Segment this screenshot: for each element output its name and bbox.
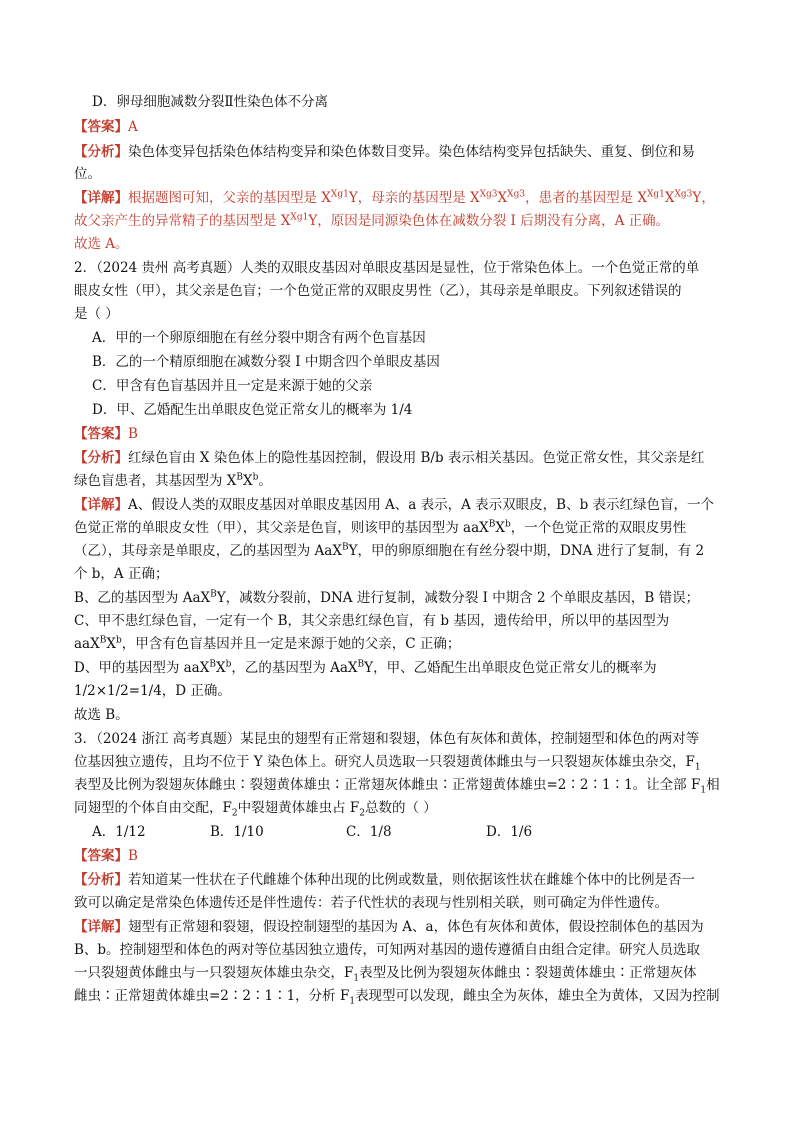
q2-detail-line-2: 色觉正常的单眼皮女性（甲），其父亲是色盲，则该甲的基因型为 $aaX^BX^b$，一个色觉正常的双眼皮男性 xyxy=(74,519,687,536)
q1-answer xyxy=(74,117,138,137)
q3-option-c: C．1/8 xyxy=(346,824,392,840)
analysis-label: 【分析】 xyxy=(74,872,128,888)
q2-option-c: C．甲含有色盲基因并且一定是来源于她的父亲 xyxy=(92,378,373,394)
analysis-label: 【分析】 xyxy=(74,144,128,160)
q3-option-d: D．1/6 xyxy=(486,824,533,840)
q3-source: 2024 浙江 高考真题 xyxy=(102,731,227,747)
q1-option-d: D．卵母细胞减数分裂Ⅱ性染色体不分离 xyxy=(92,94,328,110)
q3-answer xyxy=(74,846,138,866)
q2-conclusion: 故选 B。 xyxy=(74,707,129,723)
detail-label: 【详解】 xyxy=(74,497,128,513)
q1-detail-line-1: 【详解】根据题图可知，父亲的基因型是 $X^{Xg1}Y$，母亲的基因型是 $X^{Xg3}X^{Xg3}$，患者的基因型是 $X^{Xg1}X^{Xg3}Y$， xyxy=(74,189,715,206)
detail-label: 【详解】 xyxy=(74,919,128,935)
q2-detail-line-3: （乙），其母亲是单眼皮，乙的基因型为 AaX$^B$Y，甲的卵原细胞在有丝分裂中期，DNA 进行了复制，有 2 xyxy=(74,542,705,559)
q3-option-a: A．1/12 xyxy=(92,824,146,840)
q2-analysis-line-2: 绿色盲患者，其基因型为 $X^BX^b$。 xyxy=(74,472,272,489)
q2-detail-line-7: $aaX^BX^b$，甲含有色盲基因并且一定是来源于她的父亲，C 正确； xyxy=(74,635,461,652)
q2-source: 2024 贵州 高考真题 xyxy=(102,260,227,276)
q2-detail-line-4: 个 b，A 正确； xyxy=(74,566,169,582)
answer-label: 【答案】 xyxy=(74,848,128,864)
q3-option-b: B．1/10 xyxy=(210,824,264,840)
q3-analysis-line-1: 【分析】若知道某一性状在子代雌雄个体种出现的比例或数量，则依据该性状在雌雄个体中的比例是否一 xyxy=(74,872,695,888)
q3-detail-line-4: 雌虫∶正常翅黄体雄虫=2∶2∶1∶1，分析 $F_1$表现型可以发现，雌虫全为灰体，雄虫全为黄体，又因为控制 xyxy=(74,988,720,1007)
answer-label: 【答案】 xyxy=(74,426,128,442)
q2-detail-line-1: 【详解】A、假设人类的双眼皮基因对单眼皮基因用 A、a 表示，A 表示双眼皮，B、b 表示红绿色盲，一个 xyxy=(74,497,715,513)
q2-option-d: D．甲、乙婚配生出单眼皮色觉正常女儿的概率为 1/4 xyxy=(92,402,413,418)
q1-analysis-line-2: 位。 xyxy=(74,166,101,182)
q2-stem-line-2: 眼皮女性（甲），其父亲是色盲；一个色觉正常的双眼皮男性（乙），其母亲是单眼皮。下列叙述错误的 xyxy=(74,283,682,299)
analysis-label: 【分析】 xyxy=(74,450,128,466)
q1-conclusion: 故选 A。 xyxy=(74,236,129,252)
answer-label: 【答案】 xyxy=(74,119,128,135)
q2-detail-line-6: C、甲不患红绿色盲，一定有一个 B，其父亲患红绿色盲，有 b 基因，遗传给甲，所以甲的基因型为 xyxy=(74,613,670,629)
q2-detail-line-5: B、乙的基因型为 AaX$^B$Y，减数分裂前，DNA 进行复制，减数分裂 I 中期含 2 个单眼皮基因，B 错误； xyxy=(74,589,700,606)
q3-detail-line-3: 一只裂翅黄体雌虫与一只裂翅灰体雄虫杂交，$F_1$表型及比例为裂翅灰体雌虫∶裂翅黄体雄虫∶正常翅灰体 xyxy=(74,965,697,984)
q3-stem-line-2: 位基因独立遗传，且均不位于 Y 染色体上。研究人员选取一只裂翅黄体雌虫与一只裂翅灰体雄虫杂交，$F_1$ xyxy=(74,754,701,773)
q2-stem-line-3: 是（ ） xyxy=(74,306,119,322)
q3-detail-line-2: B、b。控制翅型和体色的两对等位基因独立遗传，可知两对基因的遗传遵循自由组合定律。研究人员选取 xyxy=(74,942,701,958)
detail-label: 【详解】 xyxy=(74,190,128,206)
q2-detail-line-9: 1/2×1/2=1/4，D 正确。 xyxy=(74,683,231,699)
q3-stem-line-1: 3．（2024 浙江 高考真题）某昆虫的翅型有正常翅和裂翅，体色有灰体和黄体，控制翅型和体色的两对等 xyxy=(74,731,700,747)
q2-stem-line-1: 2．（2024 贵州 高考真题）人类的双眼皮基因对单眼皮基因是显性，位于常染色体上。一个色觉正常的单 xyxy=(74,260,700,276)
q1-detail-line-2: 故父亲产生的异常精子的基因型是 $X^{Xg1}Y$，原因是同源染色体在减数分裂 I 后期没有分离，A 正确。 xyxy=(74,212,670,229)
q2-answer xyxy=(74,424,138,444)
q3-stem-line-3: 表型及比例为裂翅灰体雌虫∶裂翅黄体雄虫∶正常翅灰体雌虫∶正常翅黄体雄虫=2∶2∶1∶1。让全部 $F_1$相 xyxy=(74,777,720,796)
q2-detail-line-8: D、甲的基因型为 $aaX^BX^b$，乙的基因型为 AaX$^B$Y，甲、乙婚配生出单眼皮色觉正常女儿的概率为 xyxy=(74,659,657,676)
answer-value: A xyxy=(128,119,138,135)
q2-analysis-line-1: 【分析】红绿色盲由 X 染色体上的隐性基因控制，假设用 B/b 表示相关基因。色觉正常女性，其父亲是红 xyxy=(74,450,705,466)
q2-option-b: B．乙的一个精原细胞在减数分裂 I 中期含四个单眼皮基因 xyxy=(92,354,440,370)
q3-analysis-line-2: 致可以确定是常染色体遗传还是伴性遗传：若子代性状的表现与性别相关联，则可确定为伴性遗传。 xyxy=(74,895,668,911)
answer-value: B xyxy=(128,848,138,864)
q3-detail-line-1: 【详解】翅型有正常翅和裂翅，假设控制翅型的基因为 A、a，体色有灰体和黄体，假设控制体色的基因为 xyxy=(74,919,704,935)
q1-analysis-line-1: 【分析】染色体变异包括染色体结构变异和染色体数目变异。染色体结构变异包括缺失、重复、倒位和易 xyxy=(74,144,695,160)
answer-value: B xyxy=(128,426,138,442)
q3-stem-line-4: 同翅型的个体自由交配，$F_2$中裂翅黄体雄虫占 $F_2$总数的（ ） xyxy=(74,800,437,819)
q2-option-a: A．甲的一个卵原细胞在有丝分裂中期含有两个色盲基因 xyxy=(92,330,426,346)
